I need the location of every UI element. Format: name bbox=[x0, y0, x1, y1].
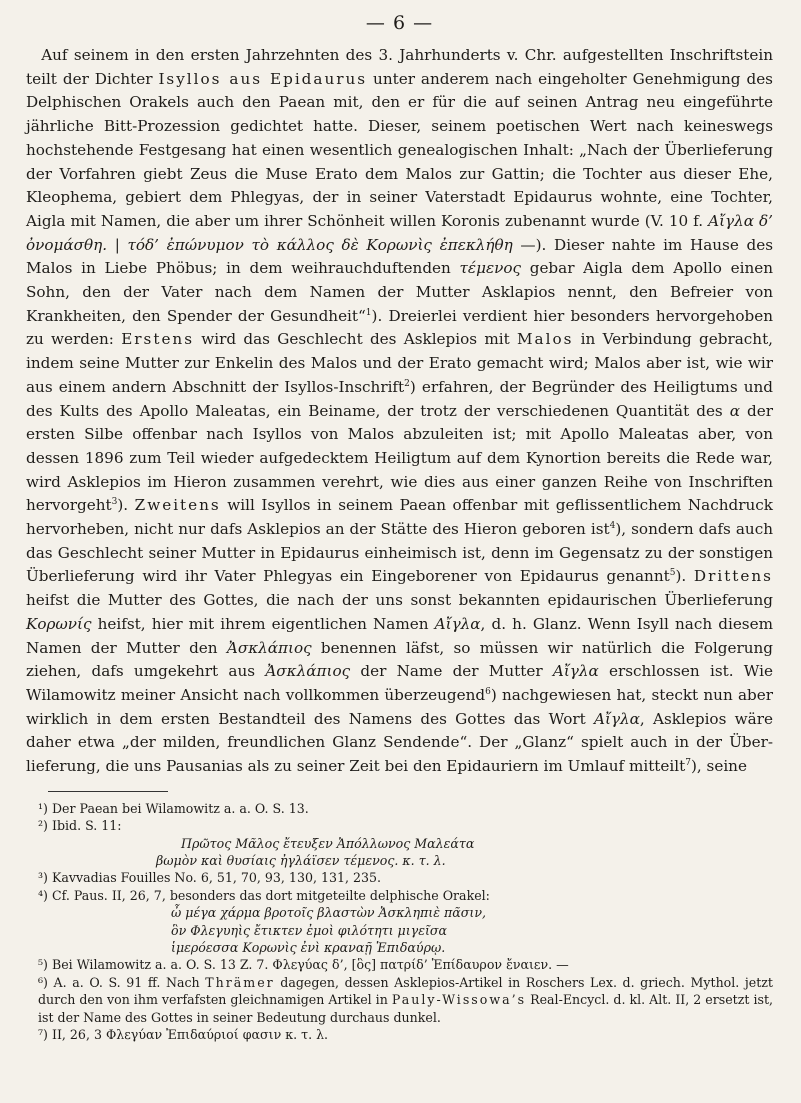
spaced-word-erstens: Erstens bbox=[121, 330, 195, 349]
footnote-4-verse-1: ὦ μέγα χάρμα βροτοῖς βλαστὼν Ἀσκληπιὲ πᾶσιν, bbox=[171, 905, 486, 921]
text-run: wird das Geschlecht des Asklepios mit bbox=[194, 330, 517, 349]
text-run: Real-Encycl. d. kl. Alt. II, 2 ersetzt ist, ist der Name des Gottes in seiner Bedeutung durchaus dunkel. bbox=[38, 992, 774, 1025]
text-run: Auf seinem in den ersten Jahrzehnten des 3. Jahrhunderts v. Chr. aufgestellten Inschriftstein teilt der Dichter bbox=[26, 46, 773, 88]
greek-letter: α bbox=[729, 401, 740, 420]
text-run: ) nachgewiesen hat, steckt nun aber wirklich in dem ersten Bestandteil des Namens des Gottes das Wort bbox=[26, 685, 774, 728]
spaced-name-isyllos: Isyllos aus Epidaurus bbox=[158, 69, 368, 88]
greek-quote: Αἴγλα δ’ ὀνομάσθη. | τόδ’ ἐπώνυμον τὸ κάλλος δὲ Κορωνὶς ἐπεκλήθη bbox=[26, 211, 773, 254]
text-run: ). Dreierlei verdient hier besonders hervorgehoben zu werden: bbox=[26, 306, 774, 349]
greek-word: Κορωνίς bbox=[26, 614, 92, 633]
text-run: der ersten Silbe offenbar nach Isyllos von Malos abzuleiten ist; mit Apollo Maleatas aber, von dessen 1896 zum Teil wieder aufgedecktem Heiligtum auf dem Kynortion bereits die Rede war, wird Asklepios im Hieron zusammen verehrt, wie dies aus einer ganzen Reihe von Inschriften hervorgeht bbox=[26, 401, 773, 515]
text-run: ), seine bbox=[690, 757, 747, 776]
footnote-6 bbox=[26, 974, 773, 1026]
text-run: ⁶) A. a. O. S. 91 ff. Nach bbox=[38, 974, 206, 990]
footnote-4-verse-2: ὃν Φλεγυηὶς ἔτικτεν ἐμοὶ φιλότητι μιγεῖσα bbox=[171, 922, 447, 938]
text-run: benennen läfst, so müssen wir natürlich die Folgerung ziehen, dafs umgekehrt aus bbox=[26, 638, 773, 681]
greek-word: Αἴγλα bbox=[434, 614, 481, 633]
text-run: ), sondern dafs auch das Geschlecht seiner Mutter in Epidaurus einheimisch ist, denn im Gegensatz zu der sonstigen Überlieferung wird ihr Vater Phlegyas ein Eingeborener von Epidaurus genannt bbox=[26, 520, 773, 586]
text-run: der Name der Mutter bbox=[350, 662, 553, 681]
footnote-2: ²) Ibid. S. 11: bbox=[38, 818, 122, 834]
text-run: heifst die Mutter des Gottes, die nach der uns sonst bekannten epidaurischen Überlieferung bbox=[26, 591, 773, 610]
footnote-3: ³) Kavvadias Fouilles No. 6, 51, 70, 93, 130, 131, 235. bbox=[38, 870, 382, 886]
footnotes bbox=[26, 800, 773, 1044]
text-run: gebar Aigla dem Apollo einen Sohn, den der Vater nach dem Namen der Mutter Asklapios nennt, den Befreier von Krankheiten, den Spender der Gesundheit“ bbox=[26, 259, 774, 325]
footnote-4-verse-3: ἱμερόεσσα Κορωνὶς ἐνὶ κραναῇ Ἐπιδαύρῳ. bbox=[171, 940, 446, 956]
footnote-ref[interactable]: 3 bbox=[111, 497, 118, 508]
spaced-word-zweitens: Zweitens bbox=[134, 496, 221, 515]
main-text bbox=[26, 44, 773, 779]
text-run: erschlossen ist. Wie Wilamowitz meiner Ansicht nach vollkommen überzeugend bbox=[26, 662, 773, 704]
text-run: —). Dieser nahte im Hause des Malos in Liebe Phöbus; in dem weihrauchduftenden bbox=[26, 235, 773, 278]
footnote-ref[interactable]: 6 bbox=[485, 686, 491, 697]
paragraph bbox=[26, 44, 773, 779]
text-run: will Isyllos in seinem Paean offenbar mit geflissentlichem Nachdruck hervorheben, nicht nur dafs Asklepios an der Stätte des Hieron geboren ist bbox=[26, 496, 773, 539]
spaced-name-pauly-wissowa: Pauly-Wissowa’s bbox=[391, 992, 527, 1008]
footnote-2-verse-2: βωμὸν καὶ θυσίαις ἠγλάϊσεν τέμενος. κ. τ. λ. bbox=[156, 853, 446, 869]
text-run: , Asklepios wäre daher etwa „der milden, freundlichen Glanz Sendende“. Der „Glanz“ spielt auch in der Überlieferung, die uns Pausanias als zu seiner Zeit bei den Epidauriern im Umlauf mitteilt bbox=[26, 709, 773, 776]
text-run: in Verbindung gebracht, indem seine Mutter zur Enkelin des Malos und der Erato gemacht wird; Malos aber ist, wie wir aus einem andern Abschnitt der Isyllos-Inschrift bbox=[26, 330, 774, 396]
spaced-name-malos: Malos bbox=[516, 330, 574, 349]
text-run: ) erfahren, der Begründer des Heiligtums und des Kults des Apollo Maleatas, ein Beiname, der trotz der verschiedenen Quantität des bbox=[26, 377, 773, 420]
footnote-4: ⁴) Cf. Paus. II, 26, 7, besonders das dort mitgeteilte delphische Orakel: bbox=[38, 887, 490, 903]
page-number: — 6 — bbox=[365, 12, 434, 34]
spaced-name-thraemer: Thrämer bbox=[205, 974, 275, 990]
footnote-1: ¹) Der Paean bei Wilamowitz a. a. O. S. 13. bbox=[38, 800, 309, 816]
footnote-ref[interactable]: 1 bbox=[365, 307, 372, 318]
text-run: ). bbox=[675, 567, 694, 586]
footnote-ref[interactable]: 7 bbox=[685, 758, 691, 769]
spaced-word-drittens: Drittens bbox=[693, 567, 773, 586]
text-run: heifst, hier mit ihrem eigentlichen Namen bbox=[91, 614, 435, 633]
greek-word: Αἴγλα bbox=[594, 709, 640, 728]
greek-word: τέμενος bbox=[459, 259, 521, 278]
greek-word: Αἴγλα bbox=[552, 662, 599, 681]
greek-word: Ἀσκλάπιος bbox=[226, 638, 312, 657]
footnote-7: ⁷) II, 26, 3 Φλεγύαν Ἐπιδαύριοί φασιν κ. τ. λ. bbox=[38, 1027, 329, 1043]
text-run: dagegen, dessen Asklepios-Artikel in Roschers Lex. d. griech. Mythol. jetzt durch den von ihm verfafsten gleichnamigen Artikel in bbox=[38, 974, 773, 1008]
footnote-divider bbox=[48, 791, 168, 792]
footnote-ref[interactable]: 2 bbox=[404, 378, 410, 389]
footnote-ref[interactable]: 4 bbox=[609, 521, 616, 531]
text-run: , d. h. Glanz. Wenn Isyll nach diesem Namen der Mutter den bbox=[26, 614, 773, 657]
text-run: ). bbox=[117, 496, 135, 515]
footnote-2-verse-1: Πρῶτος Μᾶλος ἔτευξεν Ἀπόλλωνος Μαλεάτα bbox=[181, 835, 475, 851]
footnote-ref[interactable]: 5 bbox=[669, 568, 676, 579]
footnote-5: ⁵) Bei Wilamowitz a. a. O. S. 13 Z. 7. Φλεγύας δ’, [ὃς] πατρίδ’ Ἐπίδαυρον ἔναιεν. — bbox=[38, 957, 569, 973]
text-run: unter anderem nach eingeholter Genehmigung des Delphischen Orakels auch den Paean mit, den er für die auf seinen Antrag neu eingeführte jährliche Bitt-Prozession gedichtet hatte. Dieser, seinem poetischen Wert nach keineswegs hochstehende Festgesang hat einen wesentlich genealogischen Inhalt: „Nach der Überlieferung der Vorfahren giebt Zeus die Muse Erato dem Malos zur Gattin; die Tochter aus dieser Ehe, Kleophema, gebiert dem Phlegyas, der in seiner Vaterstadt Epidaurus wohnte, eine Tochter, Aigla mit Namen, die aber um ihrer Schönheit willen Koronis zubenannt wurde (V. 10 f. bbox=[26, 69, 773, 230]
greek-word: Ἀσκλάπιος bbox=[265, 662, 351, 681]
